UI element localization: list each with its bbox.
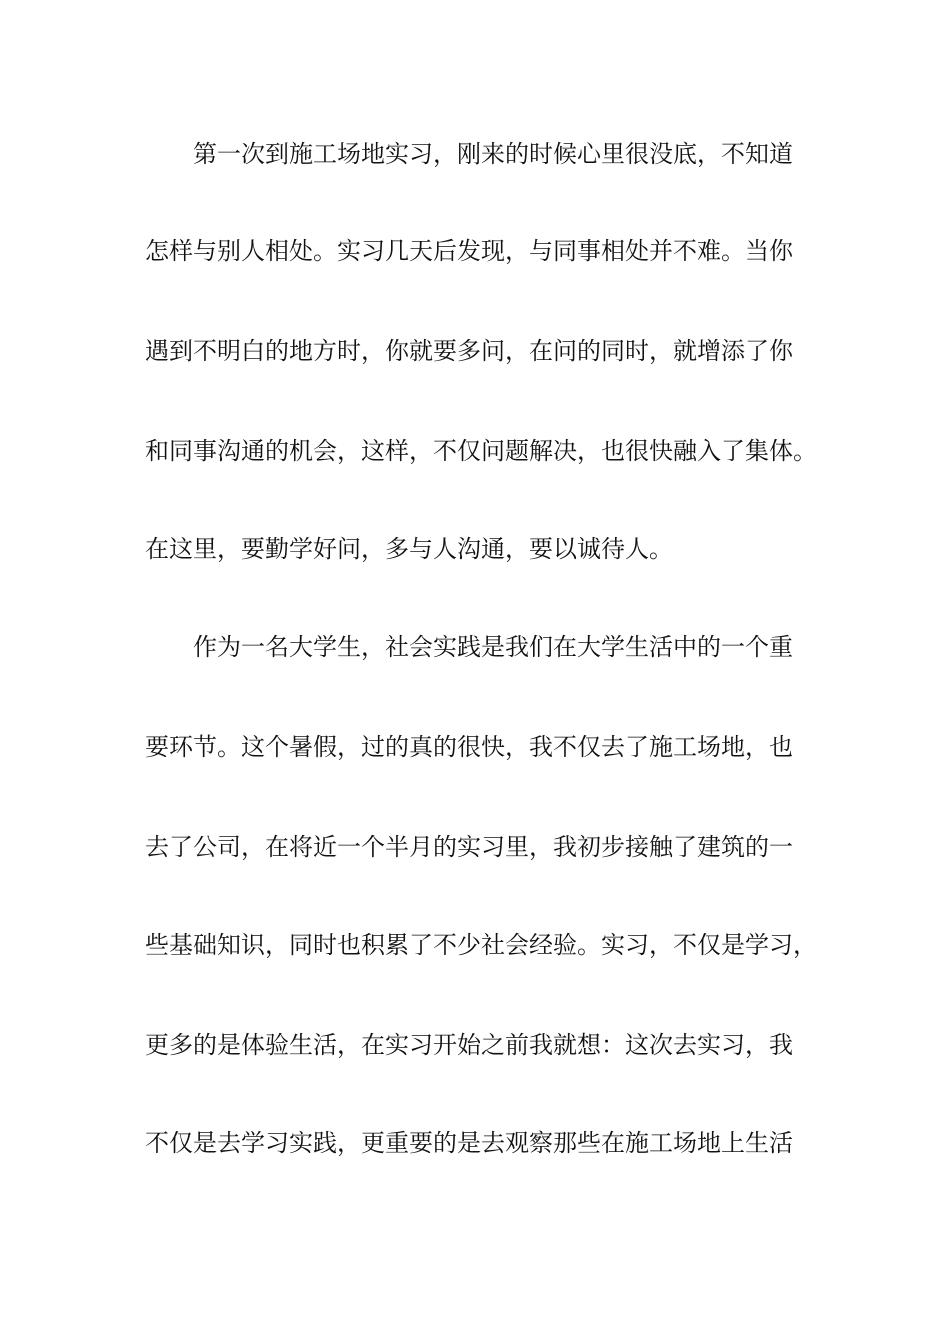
paragraph-line: 第一次到施工场地实习，刚来的时候心里很没底，不知道 bbox=[193, 140, 793, 168]
paragraph-line: 去了公司，在将近一个半月的实习里，我初步接触了建筑的一 bbox=[145, 833, 793, 861]
paragraph-line: 和同事沟通的机会，这样，不仅问题解决，也很快融入了集体。 bbox=[145, 437, 817, 465]
paragraph-line: 更多的是体验生活，在实习开始之前我就想：这次去实习，我 bbox=[145, 1031, 793, 1059]
paragraph-line: 遇到不明白的地方时，你就要多问，在问的同时，就增添了你 bbox=[145, 337, 793, 365]
paragraph-line: 不仅是去学习实践，更重要的是去观察那些在施工场地上生活 bbox=[145, 1129, 793, 1157]
paragraph-line: 作为一名大学生，社会实践是我们在大学生活中的一个重 bbox=[193, 633, 793, 661]
paragraph-line: 要环节。这个暑假，过的真的很快，我不仅去了施工场地，也 bbox=[145, 733, 793, 761]
paragraph-line: 些基础知识，同时也积累了不少社会经验。实习，不仅是学习， bbox=[145, 931, 817, 959]
paragraph-line: 在这里，要勤学好问，多与人沟通，要以诚待人。 bbox=[145, 535, 673, 563]
paragraph-line: 怎样与别人相处。实习几天后发现，与同事相处并不难。当你 bbox=[145, 237, 793, 265]
